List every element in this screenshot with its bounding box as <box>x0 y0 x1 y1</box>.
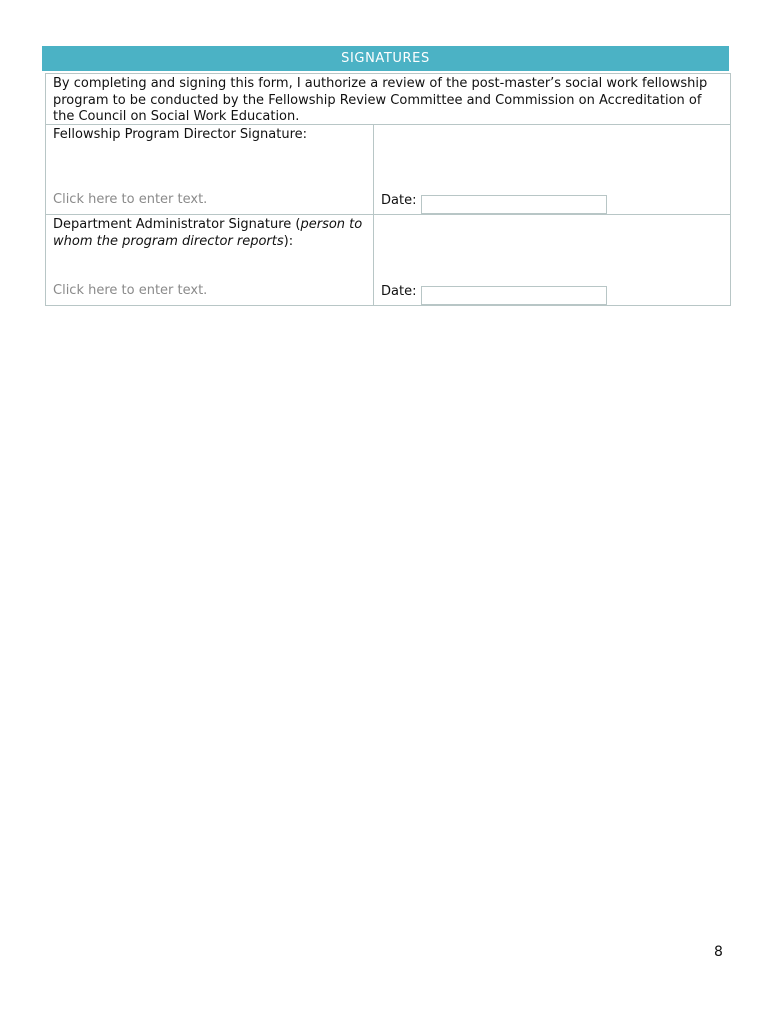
administrator-signature-cell <box>46 215 374 305</box>
director-date-cell <box>374 125 730 214</box>
administrator-label-tail: ): <box>283 233 294 249</box>
director-signature-label: Fellowship Program Director Signature: <box>53 127 308 142</box>
administrator-label-italic: person to whom the program director reports <box>53 217 363 249</box>
administrator-signature-label <box>53 217 362 249</box>
director-date-input[interactable] <box>421 195 607 214</box>
director-date-label: Date: <box>381 193 417 208</box>
administrator-signature-field[interactable]: Click here to enter text. <box>53 282 208 298</box>
director-signature-field[interactable]: Click here to enter text. <box>53 191 208 207</box>
director-signature-cell <box>46 125 374 214</box>
administrator-signature-row <box>46 215 730 305</box>
section-header <box>42 46 729 71</box>
signatures-table <box>45 73 731 306</box>
administrator-label-main: Department Administrator Signature ( <box>53 217 301 232</box>
administrator-date-input[interactable] <box>421 286 607 305</box>
authorization-statement: By completing and signing this form, I authorize a review of the post-master’s social work fellowship program to be conducted by the Fellowship Review Committee and Commission on Accreditation of the Council on Social Work Education. <box>46 74 730 125</box>
administrator-date-label: Date: <box>381 284 417 299</box>
page-number: 8 <box>714 944 723 960</box>
section-title: SIGNATURES <box>341 51 430 66</box>
administrator-date-cell <box>374 215 730 305</box>
director-signature-row <box>46 125 730 215</box>
